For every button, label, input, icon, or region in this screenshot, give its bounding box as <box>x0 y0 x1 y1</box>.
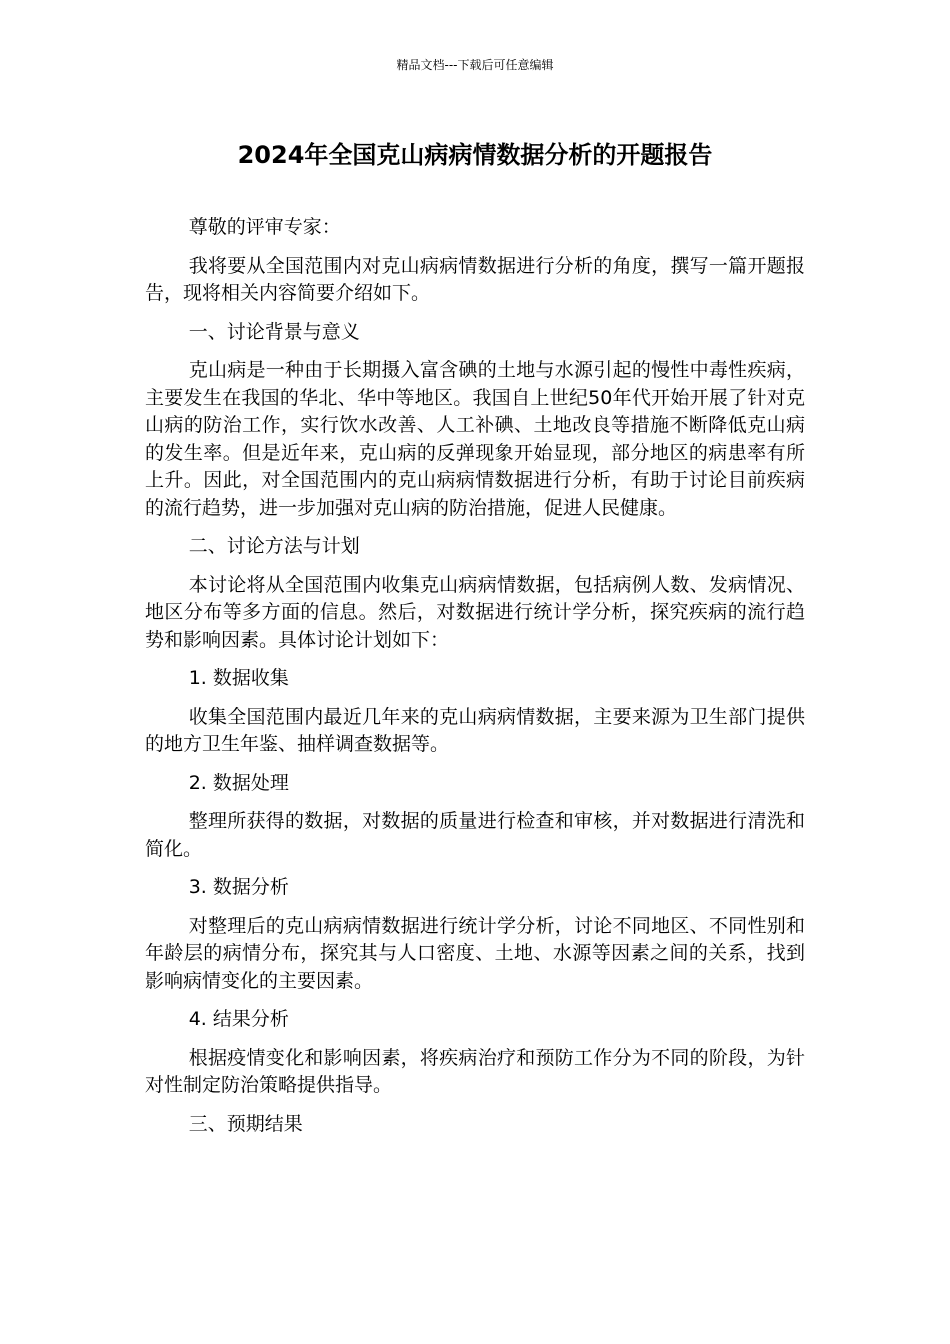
step-body-data-analysis: 对整理后的克山病病情数据进行统计学分析，讨论不同地区、不同性别和年龄层的病情分布，探究其与人口密度、土地、水源等因素之间的关系，找到影响病情变化的主要因素。 <box>145 914 805 992</box>
step-body-data-collection: 收集全国范围内最近几年来的克山病病情数据，主要来源为卫生部门提供的地方卫生年鉴、抽样调查数据等。 <box>145 705 805 755</box>
document-body <box>145 214 805 1149</box>
step-heading-result-analysis: 4. 结果分析 <box>188 1008 289 1030</box>
section-heading-background: 一、讨论背景与意义 <box>188 320 360 343</box>
step-body-result-analysis: 根据疫情变化和影响因素，将疾病治疗和预防工作分为不同的阶段，为针对性制定防治策略提供指导。 <box>145 1046 805 1096</box>
section-heading-method: 二、讨论方法与计划 <box>188 535 360 557</box>
step-body-data-processing: 整理所获得的数据，对数据的质量进行检查和审核，并对数据进行清洗和简化。 <box>145 810 805 860</box>
step-heading-data-collection: 1. 数据收集 <box>188 667 289 689</box>
step-heading-data-analysis: 3. 数据分析 <box>188 876 289 898</box>
document-title: 2024年全国克山病病情数据分析的开题报告 <box>237 141 713 169</box>
section-body-background: 克山病是一种由于长期摄入富含碘的土地与水源引起的慢性中毒性疾病，主要发生在我国的华北、华中等地区。我国自上世纪50年代开始开展了针对克山病的防治工作，实行饮水改善、人工补碘、土地改良等措施不断降低克山病的发生率。但是近年来，克山病的反弹现象开始显现，部分地区的病患率有所上升。因此，对全国范围内的克山病病情数据进行分析，有助于讨论目前疾病的流行趋势，进一步加强对克山病的防治措施，促进人民健康。 <box>145 359 805 519</box>
step-heading-data-processing: 2. 数据处理 <box>188 771 289 794</box>
section-heading-expected-results: 三、预期结果 <box>188 1112 303 1135</box>
section-body-method: 本讨论将从全国范围内收集克山病病情数据，包括病例人数、发病情况、地区分布等多方面的信息。然后，对数据进行统计学分析，探究疾病的流行趋势和影响因素。具体讨论计划如下： <box>145 573 805 651</box>
page-header-watermark: 精品文档---下载后可任意编辑 <box>396 58 554 72</box>
salutation: 尊敬的评审专家： <box>188 216 341 238</box>
intro-paragraph: 我将要从全国范围内对克山病病情数据进行分析的角度，撰写一篇开题报告，现将相关内容简要介绍如下。 <box>145 254 805 304</box>
